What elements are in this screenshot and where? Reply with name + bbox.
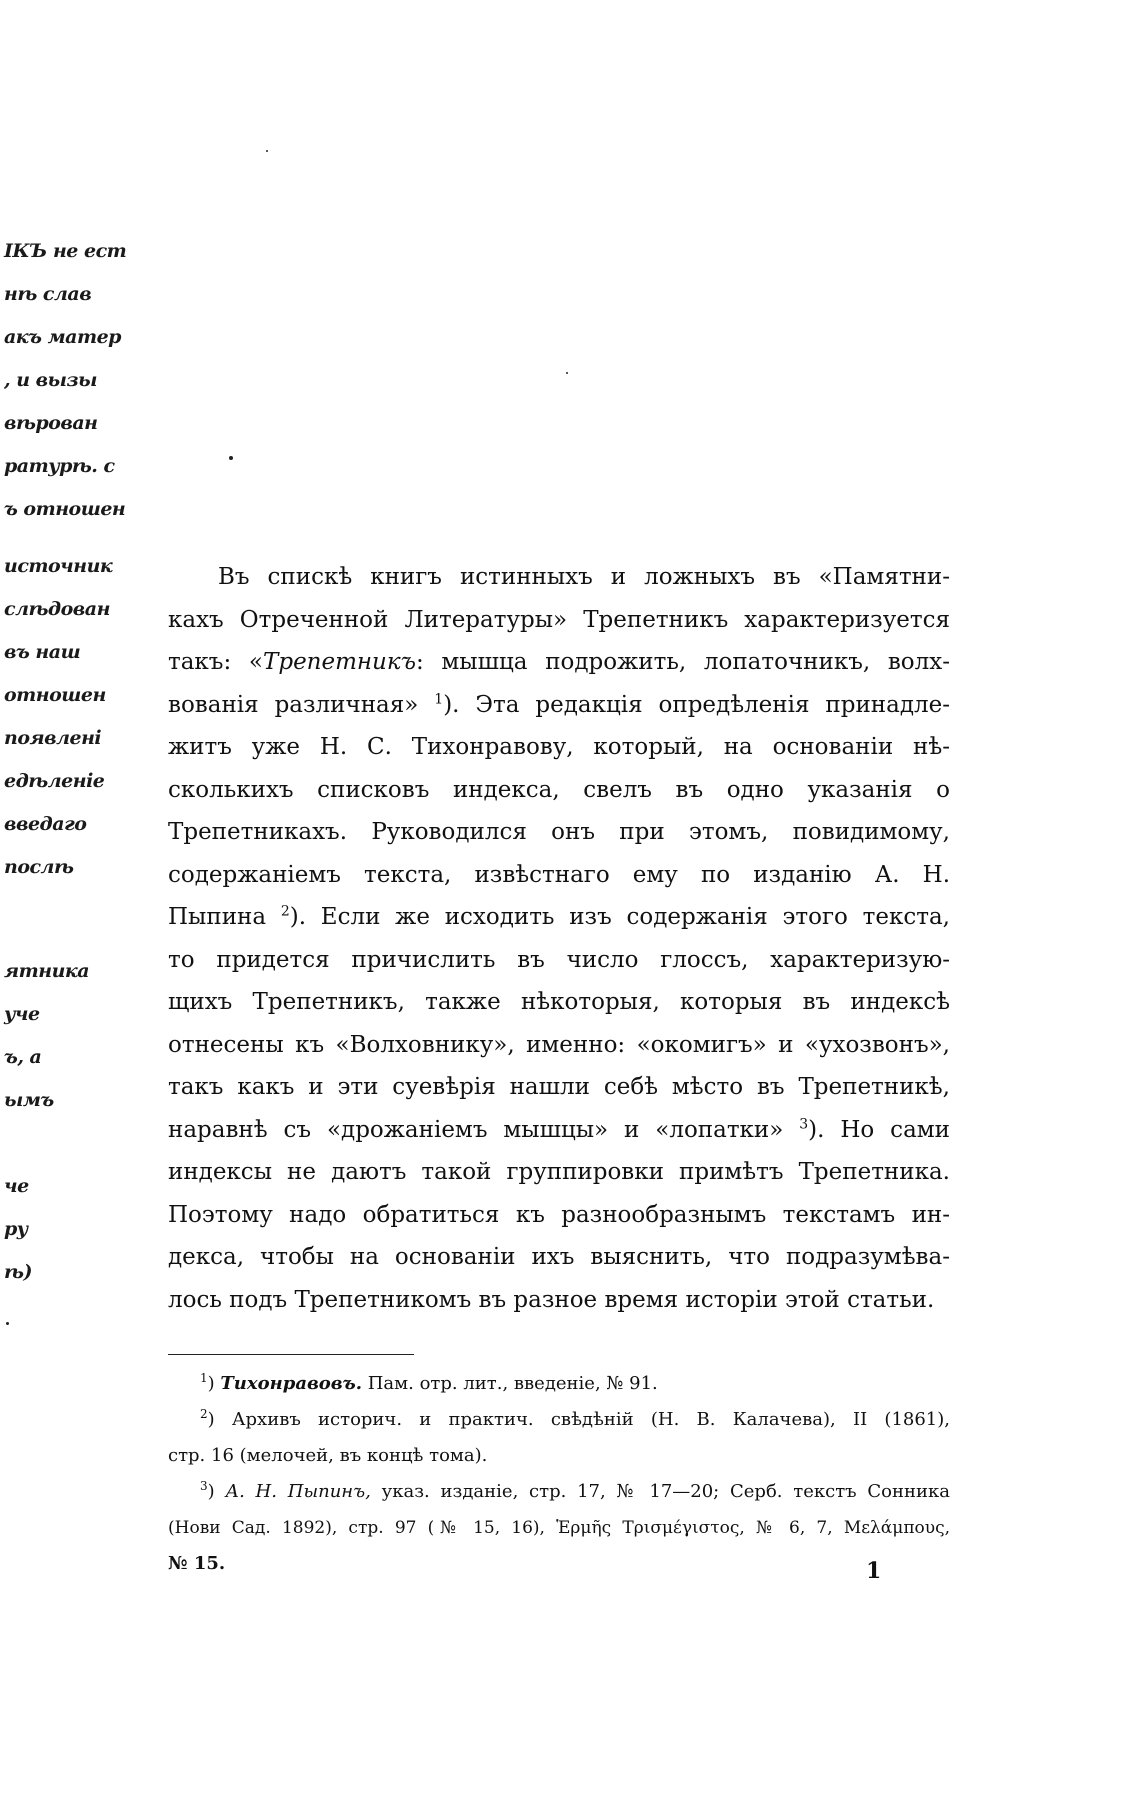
margin-fragment: введаго: [4, 813, 87, 835]
paper-speck: [229, 456, 233, 460]
margin-fragment: нѣ слав: [4, 283, 92, 305]
margin-fragment: вѣрован: [4, 412, 98, 434]
margin-fragment: въ наш: [4, 641, 81, 663]
margin-fragment: че: [4, 1175, 29, 1197]
text-line: Трепетникахъ. Руководился онъ при этомъ, повидимому,: [168, 819, 950, 845]
text-segment: наравнѣ съ «дрожаніемъ мышцы» и «лопатки»: [168, 1116, 800, 1143]
footnote-2: [168, 1402, 950, 1438]
text-line: [168, 896, 950, 939]
text-line: Въ спискѣ книгъ истинныхъ и ложныхъ въ «Памятни-: [218, 564, 950, 590]
text-line: индексы не даютъ такой группировки примѣтъ Трепетника.: [168, 1159, 950, 1185]
footnotes: [168, 1366, 950, 1582]
footnote-ref: 2: [280, 903, 290, 920]
margin-fragment: отношен: [4, 684, 106, 706]
footnote-text: ) Архивъ историч. и практич. свѣдѣній (Н. В. Калачева), II (1861),: [207, 1409, 950, 1430]
text-segment: ). Если же исходить изъ содержанія этого текста,: [289, 904, 950, 930]
margin-fragment: ру: [4, 1218, 28, 1240]
text-segment: ). Но сами: [808, 1116, 950, 1143]
footnote-1: $^1$) Тихонравовъ. Пам. отр. лит., введеніе, № 91.: [200, 1371, 658, 1394]
margin-fragment: ѣ): [4, 1261, 32, 1283]
margin-fragment: ратурѣ. с: [4, 455, 115, 477]
footnote-marker: 1: [200, 1371, 208, 1385]
margin-fragment: ІКЪ не ест: [4, 240, 127, 262]
text-segment: вованія различная»: [168, 691, 435, 718]
main-paragraph: [168, 556, 950, 1321]
text-line: сколькихъ списковъ индекса, свелъ въ одно указанія о: [168, 776, 950, 803]
text-line: щихъ Трепетникъ, также нѣкоторыя, которыя въ индексѣ: [168, 989, 950, 1015]
footnote-text: указ. изданіе, стр. 17, № 17—20; Серб. текстъ Сонника: [370, 1481, 950, 1502]
text-line: то придется причислить въ число глоссъ, характеризую-: [168, 946, 950, 973]
footnote-3-continued: № 15.: [168, 1553, 226, 1574]
text-line: лось подъ Трепетникомъ въ разное время исторіи этой статьи.: [168, 1286, 935, 1313]
margin-fragment: ъ, а: [4, 1046, 42, 1068]
margin-fragment: акъ матер: [4, 326, 121, 348]
text-line: кахъ Отреченной Литературы» Трепетникъ характеризуется: [168, 606, 950, 633]
text-segment: : мышца подрожить, лопаточникъ, волх-: [415, 649, 951, 675]
text-line: житъ уже Н. С. Тихонравову, который, на основаніи нѣ-: [168, 734, 950, 760]
margin-fragment: ятника: [4, 960, 90, 982]
text-line: такъ какъ и эти суевѣрія нашли себѣ мѣсто въ Трепетникѣ,: [168, 1074, 950, 1100]
text-line: декса, чтобы на основаніи ихъ выяснить, что подразумѣва-: [168, 1244, 950, 1270]
text-line: отнесены къ «Волховнику», именно: «окомигъ» и «ухозвонъ»,: [168, 1031, 950, 1058]
text-line: содержаніемъ текста, извѣстнаго ему по изданію А. Н.: [168, 861, 950, 888]
paper-speck: [566, 372, 568, 374]
margin-fragment: , и вызы: [4, 369, 97, 391]
text-segment: такъ: «: [168, 649, 263, 675]
footnote-text: Пам. отр. лит., введеніе, № 91.: [361, 1373, 658, 1394]
text-line: [168, 684, 950, 727]
page-number: 1: [866, 1558, 882, 1584]
margin-fragment: слѣдован: [4, 598, 110, 620]
footnote-3-continued: (Нови Сад. 1892), стр. 97 (№ 15, 16), Ἑρμῆς Τρισμέγιστος, № 6, 7, Μελάμπους,: [168, 1518, 950, 1538]
text-segment: ). Эта редакція опредѣленія принадле-: [443, 691, 950, 718]
footnote-3: $^3$) А. Н. Пыпинъ, указ. изданіе, стр. 17, № 17—20; Серб. текстъ Сонника: [200, 1479, 950, 1502]
text-segment: Пыпина: [168, 904, 281, 930]
footnote-marker: 3: [200, 1479, 208, 1493]
paper-speck: [266, 150, 268, 152]
footnote-2-continued: стр. 16 (мелочей, въ концѣ тома).: [168, 1445, 488, 1466]
text-line: [168, 641, 950, 684]
footnote-author: Тихонравовъ.: [220, 1373, 362, 1394]
footnote-ref: 1: [434, 690, 444, 707]
margin-fragment: послѣ: [4, 856, 74, 878]
footnote-divider: [168, 1354, 414, 1355]
text-line: Поэтому надо обратиться къ разнообразнымъ текстамъ ин-: [168, 1201, 950, 1228]
margin-fragment: ъ отношен: [4, 498, 126, 520]
margin-fragment: едѣленіе: [4, 770, 105, 792]
margin-fragment: источник: [4, 555, 113, 577]
paper-speck: [6, 1322, 9, 1325]
text-line: [168, 1109, 950, 1152]
margin-fragment: уче: [4, 1003, 40, 1025]
italic-term: Трепетникъ: [263, 649, 416, 675]
footnote-author: А. Н. Пыпинъ,: [225, 1481, 371, 1502]
margin-fragment: появлені: [4, 727, 102, 749]
footnote-ref: 3: [799, 1115, 809, 1132]
footnote-marker: 2: [200, 1407, 208, 1421]
margin-fragment: ымъ: [4, 1089, 54, 1111]
